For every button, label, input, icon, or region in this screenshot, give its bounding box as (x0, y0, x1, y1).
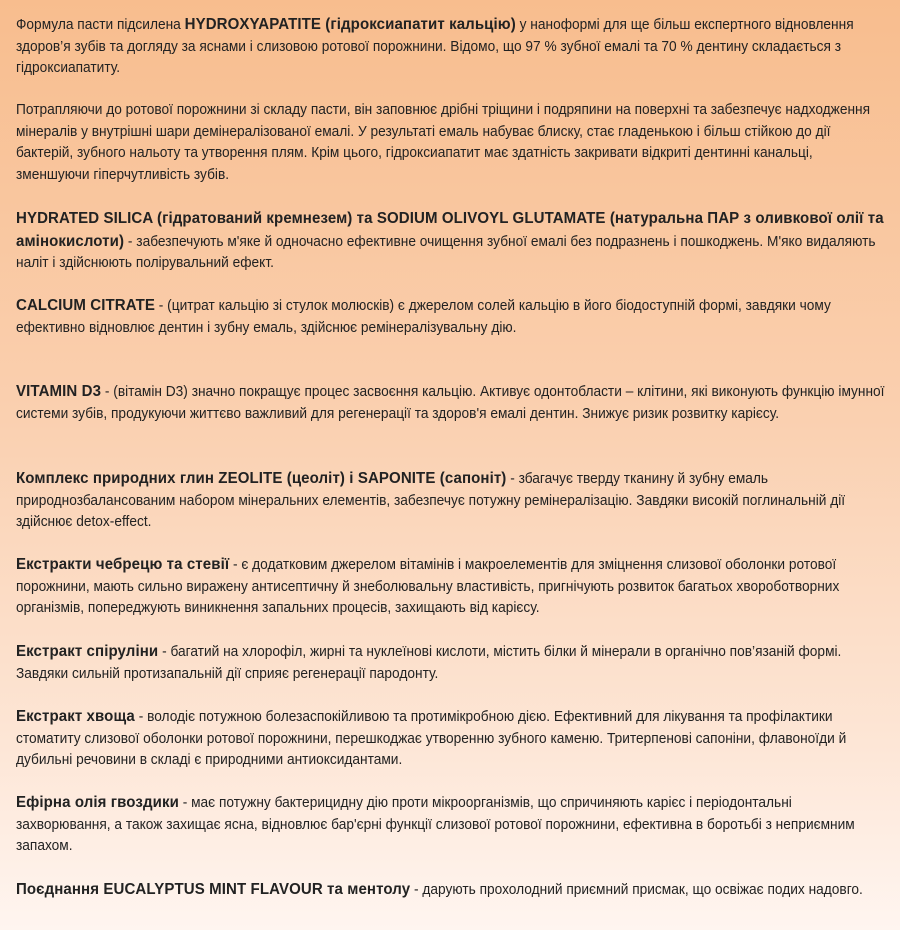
paragraph-clays (16, 468, 886, 534)
paragraph-text: - (вітамін D3) значно покращує процес засвоєння кальцію. Активує одонтобласти – клітини, які виконують функцію імунної системи зубів, продукуючи життєво важливий для регенерації та здоров'я емалі дентин. Знижує ризик розвитку карієсу. (16, 384, 885, 422)
paragraph-text: Формула пасти підсилена (16, 17, 185, 33)
paragraph-spirulina (16, 641, 886, 685)
paragraph-text: Потрапляючи до ротової порожнини зі складу пасти, він заповнює дрібні тріщини і подряпини на поверхні та забезпечує надходження мінералів у внутрішні шари демінералізованої емалі. У результаті емаль набуває блиску, стає гладенькою і більш стійкою до дії бактерій, зубного нальоту та утворення плям. Крім цього, гідроксиапатит має здатність закривати відкриті дентинні канальці, зменшуючи гіперчутливість зубів. (16, 102, 871, 184)
ingredient-title: Поєднання EUCALYPTUS MINT FLAVOUR та ментолу (16, 881, 411, 898)
ingredient-title: Екстракт хвоща (16, 708, 135, 725)
paragraph-text: - забезпечують м'яке й одночасно ефективне очищення зубної емалі без подразнень і пошкоджень. М'яко видаляють наліт і здійснюють полірувальний ефект. (16, 233, 876, 272)
ingredient-title: HYDROXYAPATITE (гідроксиапатит кальцію) (184, 16, 516, 33)
paragraph-text: - має потужну бактерицидну дію проти мікроорганізмів, що спричиняють карієс і періодонтальні захворювання, а також захищає ясна, відновлює бар'єрні функції слизової ротової порожнини, ефективна в боротьбі з неприємним запахом. (16, 795, 855, 855)
paragraph-eucalyptus-mint (16, 879, 886, 902)
paragraph-text: - володіє потужною болезаспокійливою та протимікробною дією. Ефективний для лікування та профілактики стоматиту слизової оболонки ротової порожнини, перешкоджає утворенню зубного каменю. Тритерпенові сапоніни, флавоноїди й дубильні речовини в складі є природними антиоксидантами. (16, 709, 847, 769)
paragraph-clove-oil (16, 792, 886, 858)
paragraph-text: - (цитрат кальцію зі стулок молюсків) є джерелом солей кальцію в його біодоступній формі, завдяки чому ефективно відновлює дентин і зубну емаль, здійснює ремінералізувальну дію. (16, 298, 831, 336)
paragraph-horsetail (16, 706, 886, 772)
ingredient-title: CALCIUM CITRATE (16, 297, 155, 314)
ingredient-title: Екстракт спіруліни (16, 643, 159, 660)
paragraph-hydroxyapatite (16, 14, 886, 80)
paragraph-calcium-citrate (16, 295, 886, 339)
paragraph-silica (16, 208, 886, 275)
ingredient-title: VITAMIN D3 (16, 383, 102, 400)
paragraph-text: - дарують прохолодний приємний присмак, що освіжає подих надовго. (410, 882, 863, 898)
ingredient-title: HYDRATED SILICA (гідратований кремнезем) та SODIUM OLIVOYL GLUTAMATE (натуральна ПАР з оливкової олії та амінокислоти) (16, 210, 884, 250)
paragraph-text: - є додатковим джерелом вітамінів і макроелементів для зміцнення слизової оболонки ротової порожнини, мають сильно виражену антисептичну й знеболювальну властивість, пригнічують розвиток багатьох хвороботворних організмів, попереджують виникнення запальних процесів, захищають від карієсу. (16, 557, 840, 617)
ingredient-title: Комплекс природних глин ZEOLITE (цеоліт) і SAPONITE (сапоніт) (16, 470, 507, 487)
paragraph-vitamin-d3 (16, 381, 886, 425)
paragraph-text: - багатий на хлорофіл, жирні та нуклеїнові кислоти, містить білки й мінерали в органічно пов’язаній формі. Завдяки сильній протизапальній дії сприяє регенерації пародонту. (16, 644, 842, 682)
paragraph-text: у наноформі для ще більш експертного відновлення здоров’я зубів та догляду за яснами і слизовою ротової порожнини. Відомо, що 97 % зубної емалі та 70 % дентину складається з гідроксиапатиту. (16, 17, 854, 77)
paragraph-text: - збагачує тверду тканину й зубну емаль природнозбалансованим набором мінеральних елементів, забезпечує потужну ремінералізацію. Завдяки високій поглинальній дії здійснює detox-effect. (16, 471, 846, 531)
paragraph-hydroxyapatite-action (16, 100, 886, 187)
ingredient-title: Ефірна олія гвоздики (16, 794, 179, 811)
ingredient-title: Екстракти чебрецю та стевії (16, 556, 230, 573)
paragraph-thyme-stevia (16, 554, 886, 620)
